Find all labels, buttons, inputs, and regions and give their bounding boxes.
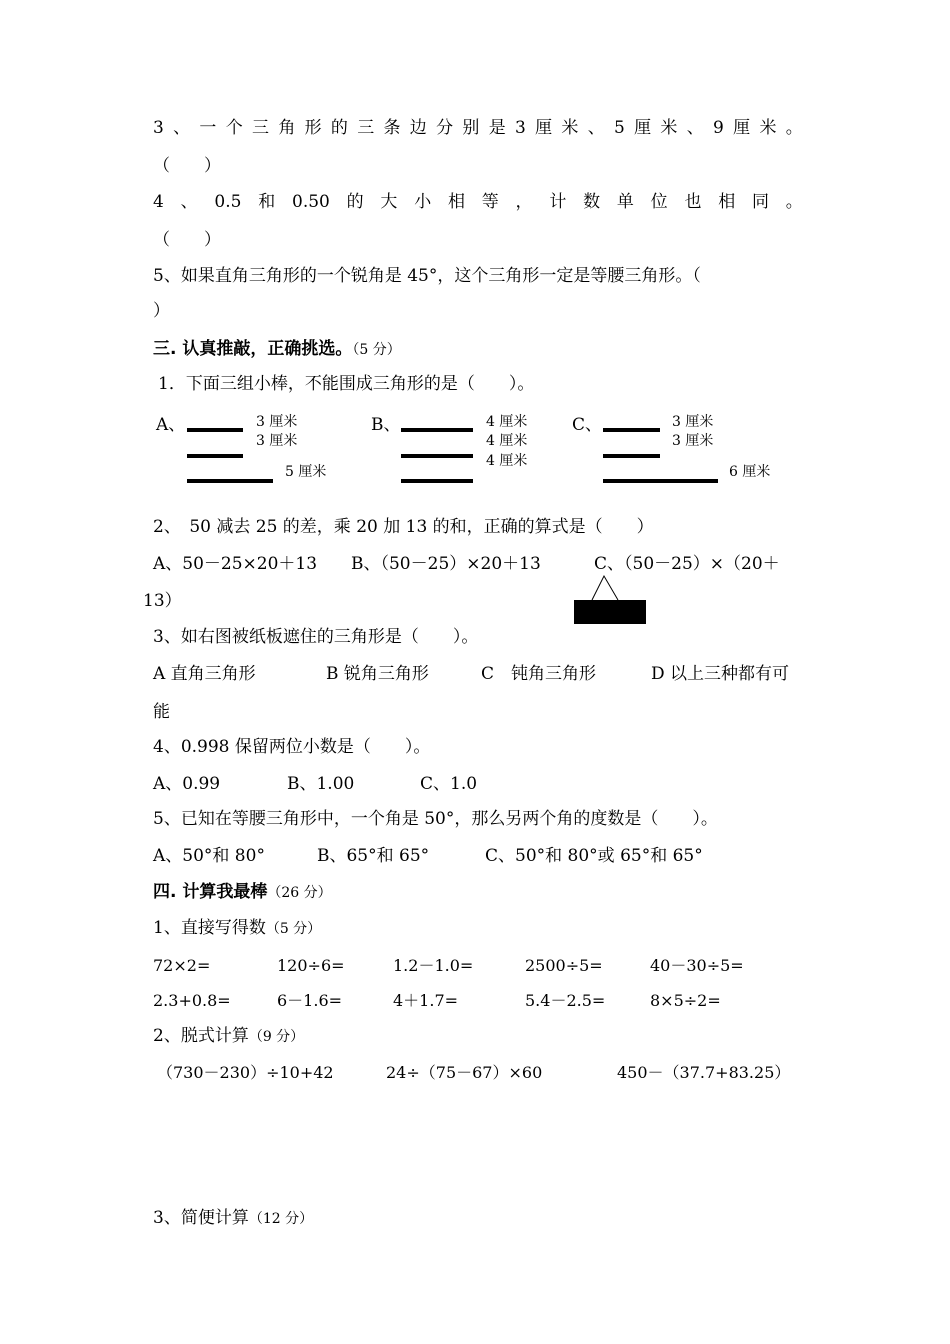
mc-q3-option-b[interactable]: B 锐角三角形 [326,664,429,684]
mc-q5-text: 5、已知在等腰三角形中，一个角是 50°，那么另两个角的度数是（ ）。 [153,809,718,829]
section3-title: 三. 认真推敲，正确挑选。 [153,339,353,359]
oral-calc-4: 2500÷5= [525,956,603,975]
stepwise-calc-3: 450－（37.7+83.25） [617,1063,791,1082]
mc-q1-text: 1．下面三组小棒，不能围成三角形的是（ ）。 [158,374,535,394]
stick-a-1-length: 3 厘米 [256,414,298,430]
mc-q2-option-c[interactable]: C、（50－25）×（20＋ [594,554,780,574]
mc-q5-option-c[interactable]: C、50°和 80°或 65°和 65° [485,846,703,866]
section4-points: （26 分） [267,885,332,901]
stick-b-2-length: 4 厘米 [486,433,528,449]
mc-q4-text: 4、0.998 保留两位小数是（ ）。 [153,737,431,757]
section4-title: 四. 计算我最棒 [153,882,268,902]
stick-a-3-length: 5 厘米 [285,464,327,480]
mc-q1-option-c-label[interactable]: C、 [572,415,603,435]
part2-points: （9 分） [248,1029,305,1045]
mc-q2-text: 2、 50 减去 25 的差，乘 20 加 13 的和，正确的算式是（ ） [153,517,654,537]
mc-q4-option-b[interactable]: B、1.00 [287,774,355,794]
judge-q3-line: 3 、 一 个 三 角 形 的 三 条 边 分 别 是 3 厘 米 、 5 厘 米 、 9 厘 米 。 [153,118,803,138]
stick-b-3 [401,479,473,483]
mc-q3-option-d[interactable]: D 以上三种都有可 [651,664,790,684]
mc-q3-option-a[interactable]: A 直角三角形 [153,664,256,684]
stick-c-1 [603,428,660,432]
judge-q4-answer-bracket[interactable]: （ ） [153,230,221,250]
stick-b-1-length: 4 厘米 [486,414,528,430]
mc-q2-option-b[interactable]: B、（50－25）×20＋13 [351,554,541,574]
stepwise-calc-2: 24÷（75－67）×60 [386,1063,543,1082]
stick-b-1 [401,428,473,432]
stick-c-1-length: 3 厘米 [672,414,714,430]
stepwise-calc-1: （730－230）÷10+42 [157,1063,334,1082]
section3-points: （5 分） [352,342,401,358]
stick-b-2 [401,454,473,458]
oral-calc-8: 4＋1.7= [393,991,459,1010]
stick-a-3 [187,479,273,483]
judge-q5-bracket-close[interactable]: ） [153,301,170,321]
mc-q1-option-b-label[interactable]: B、 [371,415,401,435]
stick-a-2 [187,454,243,458]
stick-a-2-length: 3 厘米 [256,433,298,449]
part1-heading [153,920,321,937]
section4-heading [153,884,332,901]
stick-c-2 [603,454,660,458]
judge-q4-line: 4 、 0.5 和 0.50 的 大 小 相 等 ， 计 数 单 位 也 相 同 。 [153,192,803,212]
judge-q3-answer-bracket[interactable]: （ ） [153,156,221,176]
stick-b-3-length: 4 厘米 [486,453,528,469]
triangle-visible-edges [592,576,618,600]
part2-title: 2、脱式计算 [153,1026,249,1046]
oral-calc-9: 5.4－2.5= [525,991,606,1010]
mc-q4-option-c[interactable]: C、1.0 [420,774,478,794]
mc-q3-text: 3、如右图被纸板遮住的三角形是（ ）。 [153,627,479,647]
oral-calc-7: 6－1.6= [277,991,343,1010]
stick-c-2-length: 3 厘米 [672,433,714,449]
judge-q5-text: 5、如果直角三角形的一个锐角是 45°，这个三角形一定是等腰三角形。（ [153,266,701,286]
mc-q5-option-a[interactable]: A、50°和 80° [153,846,265,866]
oral-calc-6: 2.3+0.8= [153,991,231,1010]
mc-q1-option-a-label[interactable]: A、 [156,415,186,435]
part1-title: 1、直接写得数 [153,918,266,938]
part2-heading [153,1028,304,1045]
mc-q2-option-c-cont: 13） [143,591,182,611]
covered-triangle-figure [572,572,652,628]
stick-a-1 [187,428,243,432]
part1-points: （5 分） [265,921,322,937]
oral-calc-3: 1.2－1.0= [393,956,474,975]
mc-q2-option-a[interactable]: A、50－25×20＋13 [153,554,318,574]
section3-heading [153,341,401,358]
stick-c-3-length: 6 厘米 [729,464,771,480]
part3-points: （12 分） [248,1211,314,1227]
cardboard-cover [574,600,646,624]
oral-calc-2: 120÷6= [277,956,345,975]
mc-q4-option-a[interactable]: A、0.99 [153,774,221,794]
part3-title: 3、简便计算 [153,1208,249,1228]
oral-calc-1: 72×2= [153,956,211,975]
mc-q5-option-b[interactable]: B、65°和 65° [317,846,430,866]
oral-calc-10: 8×5÷2= [650,991,721,1010]
part3-heading [153,1210,313,1227]
stick-c-3 [603,479,718,483]
oral-calc-5: 40－30÷5= [650,956,744,975]
mc-q3-option-d-cont: 能 [153,702,170,722]
mc-q3-option-c[interactable]: C 钝角三角形 [481,664,597,684]
